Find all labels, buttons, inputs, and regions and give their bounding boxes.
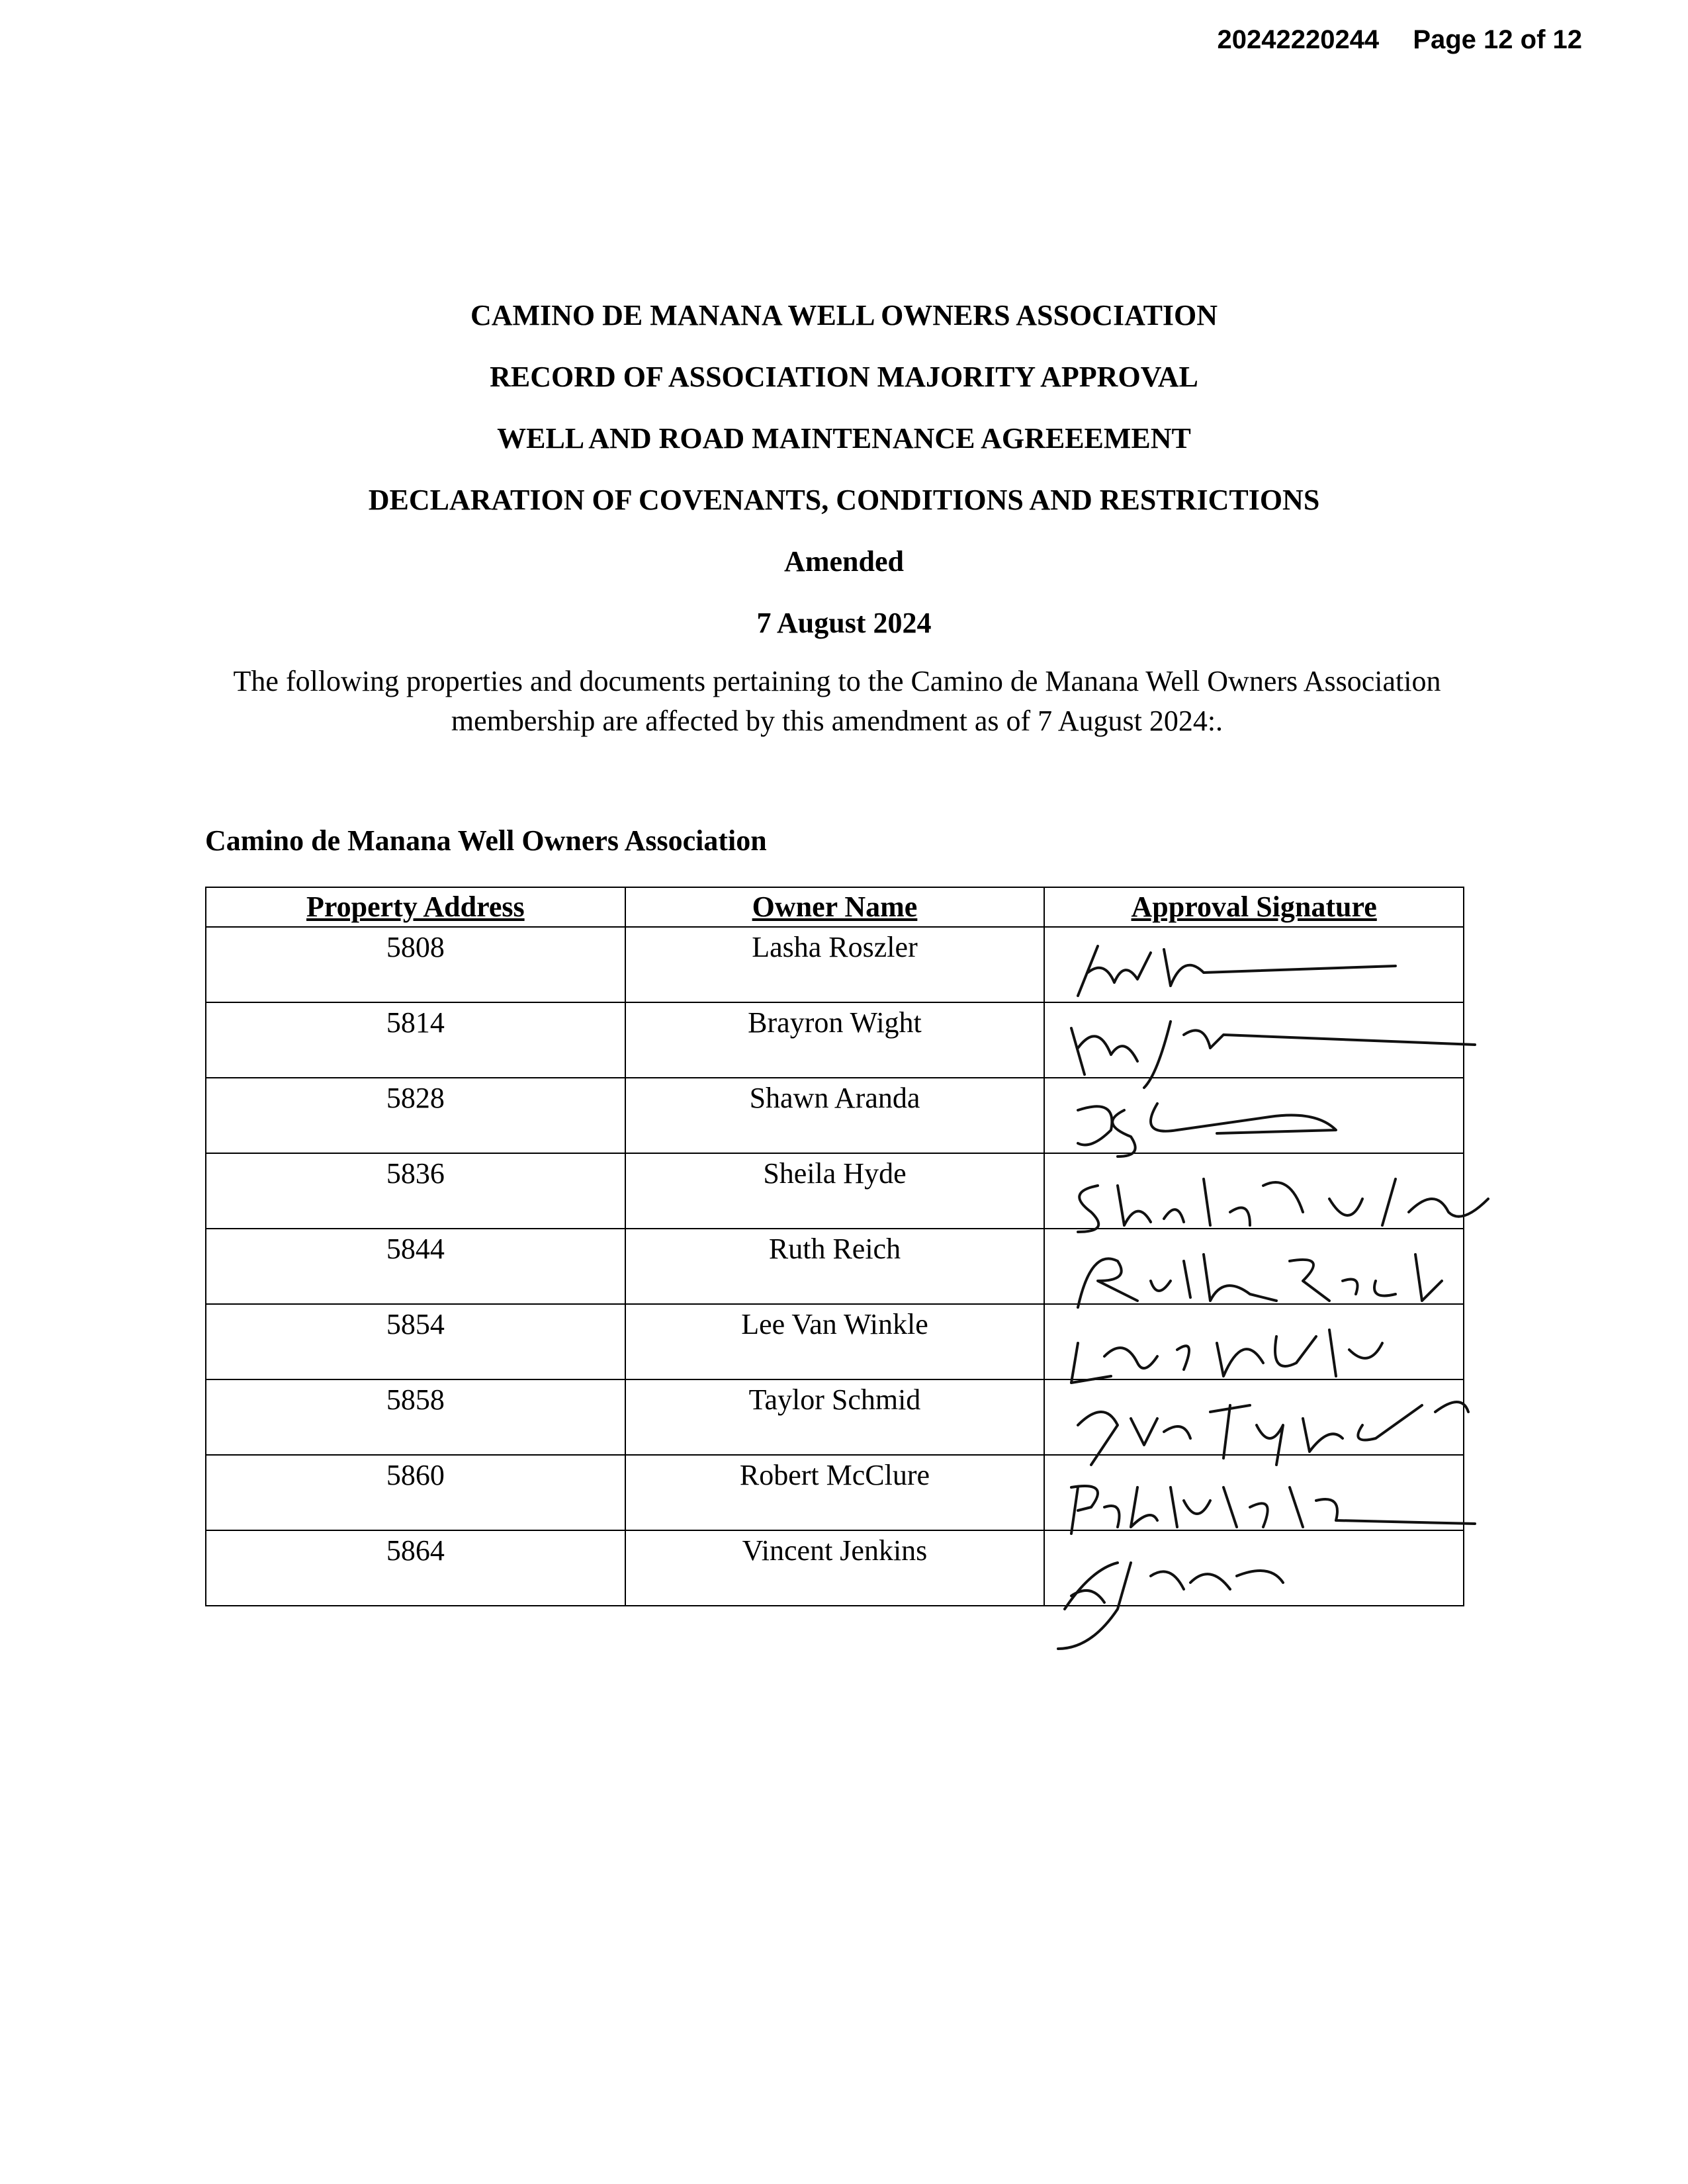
owner-name-cell: Lasha Roszler	[625, 927, 1045, 1002]
property-address-cell: 5844	[206, 1229, 625, 1304]
approval-signature-cell	[1044, 927, 1464, 1002]
approval-signature-cell	[1044, 1078, 1464, 1153]
approval-signature-cell	[1044, 1455, 1464, 1530]
title-association: CAMINO DE MANANA WELL OWNERS ASSOCIATION	[470, 299, 1218, 331]
handwritten-signature	[1051, 1536, 1468, 1616]
owner-name-cell: Ruth Reich	[625, 1229, 1045, 1304]
table-row	[206, 1078, 1464, 1153]
approval-signature-cell	[1044, 1229, 1464, 1304]
signature-stroke	[1078, 1179, 1488, 1232]
signature-stroke	[1078, 946, 1396, 996]
table-row	[206, 927, 1464, 1002]
owner-name-cell: Lee Van Winkle	[625, 1304, 1045, 1379]
owner-name-cell: Brayron Wight	[625, 1002, 1045, 1078]
intro-paragraph: The following properties and documents pertaining to the Camino de Manana Well Owners Association membership are affected by this amendment as of 7 August 2024:.	[233, 665, 1441, 737]
owner-name-cell: Robert McClure	[625, 1455, 1045, 1530]
property-address-cell: 5836	[206, 1153, 625, 1229]
property-address-cell: 5814	[206, 1002, 625, 1078]
title-agreement: WELL AND ROAD MAINTENANCE AGREEEMENT	[497, 422, 1191, 455]
title-record: RECORD OF ASSOCIATION MAJORITY APPROVAL	[490, 361, 1198, 393]
property-address-cell: 5858	[206, 1379, 625, 1455]
table-header-row	[206, 887, 1464, 927]
handwritten-signature	[1051, 1385, 1468, 1465]
handwritten-signature	[1051, 1159, 1468, 1239]
approval-signature-cell	[1044, 1153, 1464, 1229]
page-header	[1217, 25, 1582, 55]
header-property-address: Property Address	[206, 887, 625, 927]
table-row	[206, 1530, 1464, 1606]
handwritten-signature	[1051, 933, 1468, 1012]
property-address-cell: 5854	[206, 1304, 625, 1379]
signature-stroke	[1071, 1486, 1475, 1534]
handwritten-signature	[1051, 1235, 1468, 1314]
signature-stroke	[1058, 1563, 1283, 1649]
property-address-cell: 5860	[206, 1455, 625, 1530]
table-row	[206, 1379, 1464, 1455]
approval-signature-cell	[1044, 1379, 1464, 1455]
document-titles	[0, 284, 1688, 654]
owner-name-cell: Taylor Schmid	[625, 1379, 1045, 1455]
handwritten-signature	[1051, 1084, 1468, 1163]
title-declaration: DECLARATION OF COVENANTS, CONDITIONS AND RESTRICTIONS	[368, 484, 1320, 516]
section-title: Camino de Manana Well Owners Association	[205, 824, 767, 857]
title-amended: Amended	[784, 545, 904, 578]
page-number: Page 12 of 12	[1413, 25, 1582, 54]
signature-stroke	[1071, 1330, 1382, 1383]
handwritten-signature	[1051, 1461, 1468, 1540]
header-owner-name: Owner Name	[625, 887, 1045, 927]
table-row	[206, 1002, 1464, 1078]
signature-stroke	[1078, 1254, 1442, 1307]
table-row	[206, 1153, 1464, 1229]
table-row	[206, 1229, 1464, 1304]
approval-signature-cell	[1044, 1530, 1464, 1606]
header-approval-signature: Approval Signature	[1044, 887, 1464, 927]
approval-signature-cell	[1044, 1304, 1464, 1379]
table-row	[206, 1455, 1464, 1530]
table-row	[206, 1304, 1464, 1379]
property-address-cell: 5808	[206, 927, 625, 1002]
owner-name-cell: Sheila Hyde	[625, 1153, 1045, 1229]
property-address-cell: 5828	[206, 1078, 625, 1153]
approval-table	[205, 887, 1464, 1606]
handwritten-signature	[1051, 1310, 1468, 1389]
owner-name-cell: Vincent Jenkins	[625, 1530, 1045, 1606]
title-date: 7 August 2024	[756, 607, 932, 639]
signature-stroke	[1078, 1104, 1336, 1157]
property-address-cell: 5864	[206, 1530, 625, 1606]
handwritten-signature	[1051, 1008, 1468, 1088]
owner-name-cell: Shawn Aranda	[625, 1078, 1045, 1153]
document-number: 20242220244	[1217, 25, 1380, 54]
approval-signature-cell	[1044, 1002, 1464, 1078]
